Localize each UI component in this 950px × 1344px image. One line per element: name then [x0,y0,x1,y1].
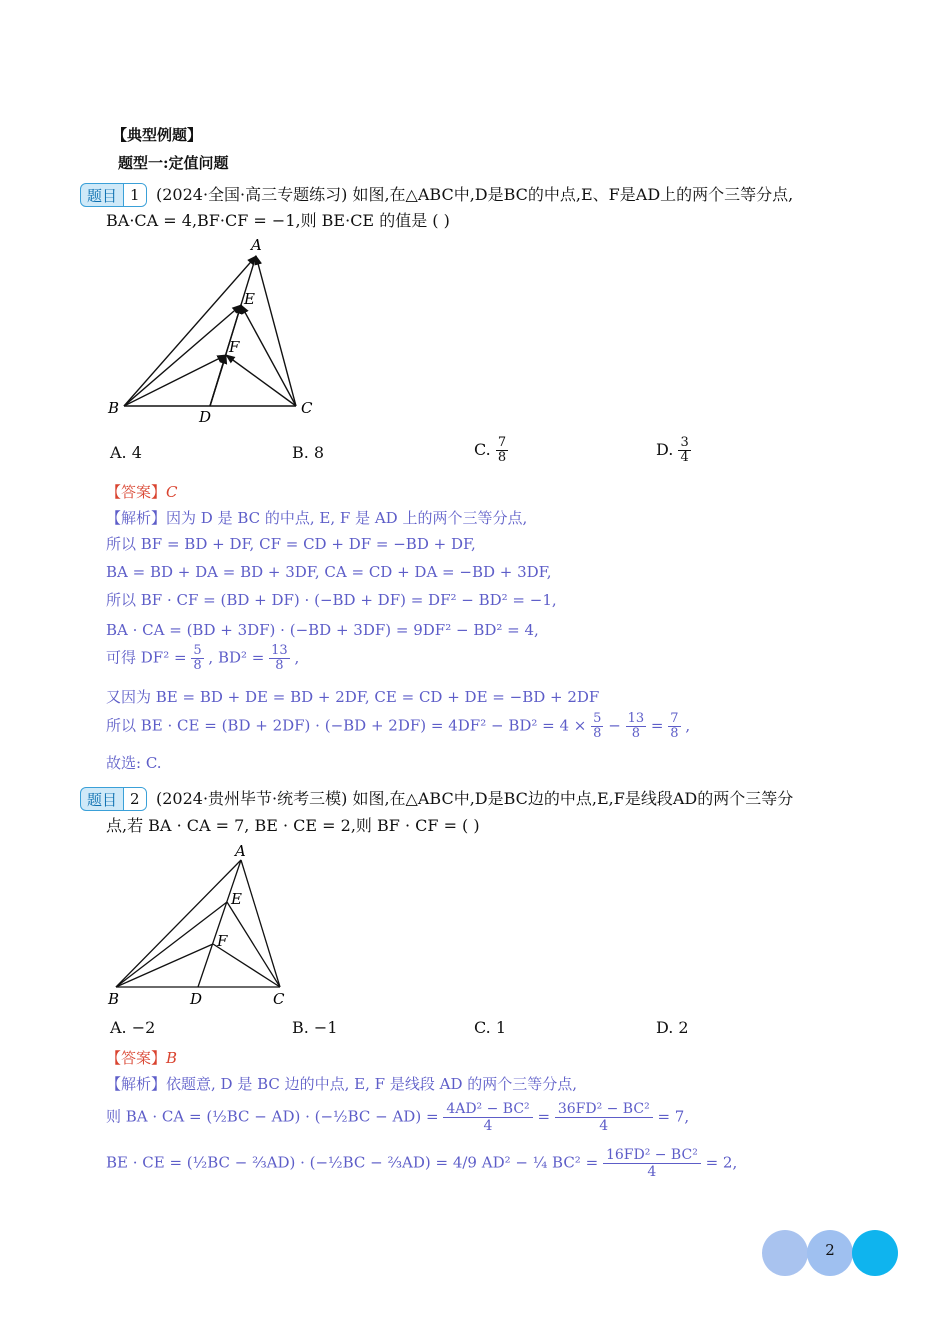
fig2-label-B: B [108,990,120,1008]
frac-num: 5 [193,643,202,658]
section-title: 【典型例题】 [112,126,203,144]
p2-sol-text: = 2, [705,1153,738,1172]
triangle-figure-1 [100,234,330,430]
problem2-line1: (2024·贵州毕节·统考三模) 如图,在△ABC中,D是BC边的中点,E,F是线段AD的两个三等分 [156,789,794,808]
p1-solution-line: BA = BD + DA = BD + 3DF, CA = CD + DA = −BD + 3DF, [106,563,552,581]
p2-option-d: D. 2 [656,1018,689,1037]
p2-sol-text: = [537,1107,551,1126]
frac-num: 36FD² − BC² [555,1101,653,1118]
p2-option-c: C. 1 [474,1018,507,1037]
p1-solution-line: 所以 BF = BD + DF, CF = CD + DF = −BD + DF, [106,535,476,553]
p1-option-b: B. 8 [292,443,325,462]
frac-den: 8 [193,658,202,673]
p1-option-d-label: D. [656,440,674,459]
p1-sol-text: − [608,716,621,735]
p1-c-den: 8 [497,450,507,465]
frac-den: 4 [647,1164,657,1180]
p1-option-c [474,436,508,465]
problem2-line2: 点,若 BA · CA = 7, BE · CE = 2,则 BF · CF = ( ) [106,816,480,835]
p1-c-num: 7 [497,435,507,450]
p2-sol-text: = 7, [657,1107,690,1126]
p1-answer-tag: 【答案】 [106,483,167,501]
p1-sol-text: , BD² = [208,648,265,667]
p2-answer [106,1047,177,1069]
frac-num: 4AD² − BC² [443,1101,532,1118]
frac-den: 8 [670,726,679,741]
problem1-line1: (2024·全国·高三专题练习) 如图,在△ABC中,D是BC的中点,E、F是AD上的两个三等分点, [156,185,794,204]
fig2-label-E: E [231,890,242,908]
fig1-label-C: C [301,399,313,417]
frac-num: 5 [593,711,602,726]
p2-solution-line [106,1101,689,1134]
frac-den: 4 [483,1118,493,1134]
problem1-line2: BA·CA = 4,BF·CF = −1,则 BE·CE 的值是 ( ) [106,211,450,230]
frac-num: 7 [670,711,679,726]
fig1-label-F: F [229,338,240,356]
frac-den: 4 [599,1118,609,1134]
p2-option-b: B. −1 [292,1018,338,1037]
p1-d-num: 3 [680,435,689,450]
p2-answer-tag: 【答案】 [106,1049,167,1067]
fig2-label-D: D [190,990,203,1008]
problem-badge [80,183,147,207]
p1-sol-text: 所以 BE · CE = (BD + 2DF) · (−BD + 2DF) = 4DF² − BD² = 4 × [106,716,587,735]
page-circle-left [762,1230,808,1276]
fig2-label-A: A [235,842,246,860]
badge-number: 2 [123,788,146,810]
p2-option-a: A. −2 [110,1018,156,1037]
frac-den: 8 [593,726,602,741]
frac-den: 8 [631,726,640,741]
p1-option-d [656,436,691,465]
fig2-label-F: F [217,932,228,950]
p1-option-c-label: C. [474,440,491,459]
p1-solution-line: 所以 BF · CF = (BD + DF) · (−BD + DF) = DF² − BD² = −1, [106,591,557,609]
section-subtitle: 题型一:定值问题 [118,154,229,172]
p2-sol-text: 则 BA · CA = (½BC − AD) · (−½BC − AD) = [106,1107,439,1126]
p1-solution-line: BA · CA = (BD + 3DF) · (−BD + 3DF) = 9DF² − BD² = 4, [106,621,539,639]
p2-sol-text: BE · CE = (½BC − ⅔AD) · (−½BC − ⅔AD) = 4/9 AD² − ¼ BC² = [106,1153,599,1172]
p1-solution-line: 故选: C. [106,754,162,772]
p1-d-den: 4 [680,450,689,465]
badge-number: 1 [123,184,146,206]
p1-answer-value: C [166,483,178,501]
p1-solution-line: 又因为 BE = BD + DE = BD + 2DF, CE = CD + DE = −BD + 2DF [106,688,600,706]
frac-num: 16FD² − BC² [603,1147,701,1164]
p2-solution-line: 【解析】依题意, D 是 BC 边的中点, E, F 是线段 AD 的两个三等分点, [106,1075,578,1093]
p1-sol-text: , [294,648,300,667]
p1-sol-text: , [685,716,691,735]
fig1-label-D: D [199,408,212,426]
p1-sol-text: 可得 DF² = [106,648,187,667]
fig1-label-A: A [251,236,262,254]
p1-sol-text: = [650,716,664,735]
fig1-label-B: B [108,399,120,417]
page-circle-right [852,1230,898,1276]
p1-solution-line: 【解析】因为 D 是 BC 的中点, E, F 是 AD 上的两个三等分点, [106,509,528,527]
fig1-label-E: E [244,290,255,308]
triangle-figure-2 [100,840,300,1012]
p1-solution-line [106,712,690,741]
badge-label: 题目 [87,790,118,809]
frac-num: 13 [271,643,288,658]
frac-num: 13 [627,711,645,726]
p1-option-a: A. 4 [110,443,142,462]
p1-answer [106,481,178,503]
frac-den: 8 [275,658,284,673]
p2-answer-value: B [166,1049,178,1067]
problem-badge [80,787,147,811]
page-number: 2 [825,1241,835,1259]
badge-label: 题目 [87,186,118,205]
p1-solution-line [106,644,299,673]
fig2-label-C: C [273,990,285,1008]
p2-solution-line [106,1147,737,1180]
